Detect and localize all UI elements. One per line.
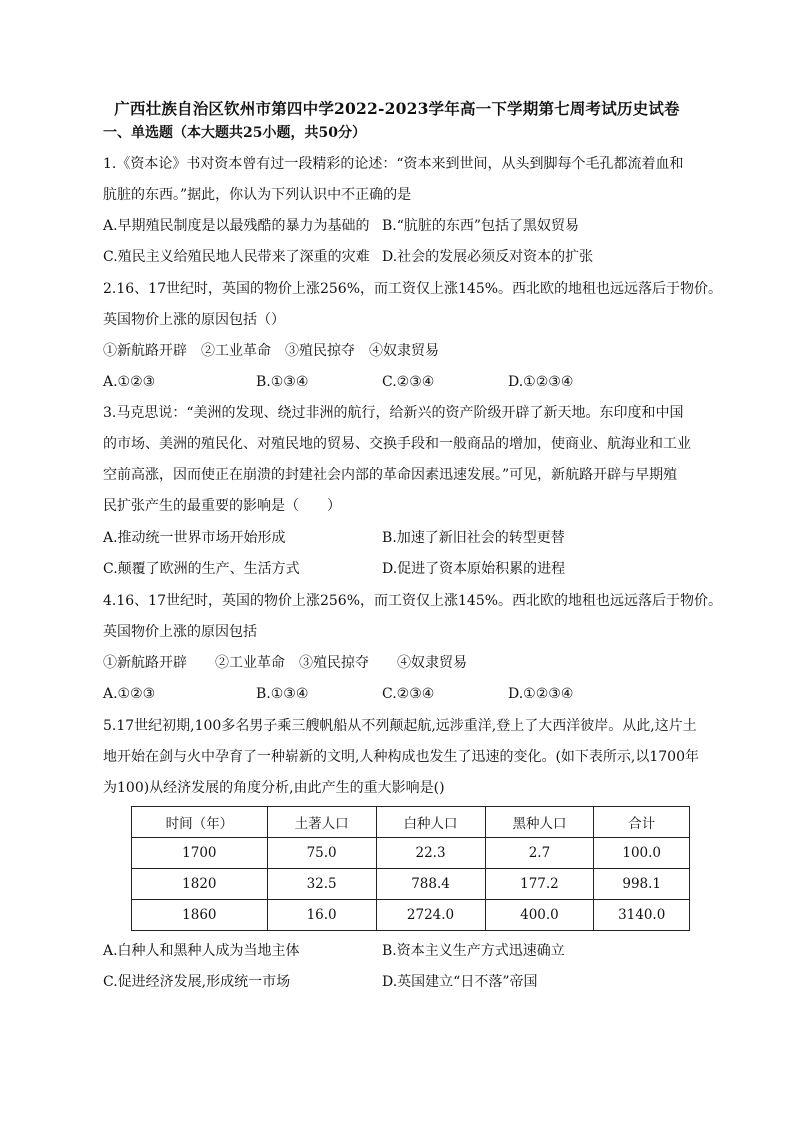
q1-option-d: D.社会的发展必须反对资本的扩张 [382, 249, 594, 265]
q3-stem-line-2: 的市场、美洲的殖民化、对殖民地的贸易、交换手段和一般商品的增加，使商业、航海业和工业 [103, 436, 691, 452]
table-cell: 2724.0 [376, 900, 485, 931]
q1-option-a: A.早期殖民制度是以最残酷的暴力为基础的 [103, 218, 370, 234]
table-cell: 1860 [132, 900, 268, 931]
q2-option-c: C.②③④ [382, 374, 435, 390]
q1-stem-line-1: 1.《资本论》书对资本曾有过一段精彩的论述：“资本来到世间，从头到脚每个毛孔都流着血和 [103, 156, 684, 172]
table-cell: 2.7 [485, 838, 594, 869]
q5-option-b: B.资本主义生产方式迅速确立 [382, 943, 565, 959]
table-cell: 100.0 [594, 838, 690, 869]
table-cell: 400.0 [485, 900, 594, 931]
table-cell: 788.4 [376, 869, 485, 900]
q5-option-c: C.促进经济发展,形成统一市场 [103, 974, 291, 990]
table-row [132, 838, 690, 869]
q4-option-d: D.①②③④ [508, 686, 574, 702]
table-header: 土著人口 [267, 807, 376, 838]
table-cell: 16.0 [267, 900, 376, 931]
q1-option-b: B.“肮脏的东西”包括了黑奴贸易 [382, 218, 580, 234]
q2-option-d: D.①②③④ [508, 374, 574, 390]
q4-option-b: B.①③④ [256, 686, 309, 702]
table-header: 时间（年） [132, 807, 268, 838]
q3-option-c: C.颠覆了欧洲的生产、生活方式 [103, 561, 300, 577]
q3-stem-line-1: 3.马克思说：“美洲的发现、绕过非洲的航行，给新兴的资产阶级开辟了新天地。东印度和中国 [103, 405, 684, 421]
table-header: 合计 [594, 807, 690, 838]
q4-option-a: A.①②③ [103, 686, 156, 702]
q2-items: ①新航路开辟 ②工业革命 ③殖民掠夺 ④奴隶贸易 [103, 343, 439, 359]
q1-stem-line-2: 肮脏的东西。”据此，你认为下列认识中不正确的是 [103, 187, 412, 203]
q4-stem-line-2: 英国物价上涨的原因包括 [103, 624, 257, 640]
q5-option-a: A.白种人和黑种人成为当地主体 [103, 943, 300, 959]
q5-stem-line-3: 为100)从经济发展的角度分析,由此产生的重大影响是() [103, 780, 445, 796]
q5-stem-line-1: 5.17世纪初期,100多名男子乘三艘帆船从不列颠起航,远涉重洋,登上了大西洋彼岸。从此,这片土 [103, 718, 697, 734]
section-heading: 一、单选题（本大题共25小题，共50分） [103, 125, 366, 141]
q3-option-d: D.促进了资本原始积累的进程 [382, 561, 566, 577]
q4-items: ①新航路开辟 ②工业革命 ③殖民掠夺 ④奴隶贸易 [103, 655, 467, 671]
q5-stem-line-2: 地开始在剑与火中孕育了一种崭新的文明,人种构成也发生了迅速的变化。(如下表所示,以1700年 [103, 749, 699, 765]
q2-stem-line-2: 英国物价上涨的原因包括（） [103, 312, 285, 328]
q1-option-c: C.殖民主义给殖民地人民带来了深重的灾难 [103, 249, 370, 265]
table-cell: 22.3 [376, 838, 485, 869]
exam-title: 广西壮族自治区钦州市第四中学2022-2023学年高一下学期第七周考试历史试卷 [114, 99, 680, 118]
table-cell: 1700 [132, 838, 268, 869]
q3-stem-line-3: 空前高涨，因而使正在崩溃的封建社会内部的革命因素迅速发展。”可见，新航路开辟与早期殖 [103, 467, 678, 483]
table-row [132, 900, 690, 931]
table-header: 黑种人口 [485, 807, 594, 838]
table-header: 白种人口 [376, 807, 485, 838]
q4-option-c: C.②③④ [382, 686, 435, 702]
q3-option-a: A.推动统一世界市场开始形成 [103, 530, 286, 546]
q3-stem-line-4: 民扩张产生的最重要的影响是（ ） [103, 498, 341, 514]
table-cell: 998.1 [594, 869, 690, 900]
table-cell: 75.0 [267, 838, 376, 869]
table-cell: 1820 [132, 869, 268, 900]
q3-option-b: B.加速了新旧社会的转型更替 [382, 530, 565, 546]
population-table [131, 806, 690, 931]
table-header-row [132, 807, 690, 838]
table-row [132, 869, 690, 900]
q4-stem-line-1: 4.16、17世纪时，英国的物价上涨256%，而工资仅上涨145%。西北欧的地租也远远落后于物价。 [103, 593, 723, 609]
table-cell: 32.5 [267, 869, 376, 900]
table-cell: 177.2 [485, 869, 594, 900]
q2-option-a: A.①②③ [103, 374, 156, 390]
table-cell: 3140.0 [594, 900, 690, 931]
q2-option-b: B.①③④ [256, 374, 309, 390]
q2-stem-line-1: 2.16、17世纪时，英国的物价上涨256%，而工资仅上涨145%。西北欧的地租也远远落后于物价。 [103, 281, 723, 297]
q5-option-d: D.英国建立“日不落”帝国 [382, 974, 538, 990]
